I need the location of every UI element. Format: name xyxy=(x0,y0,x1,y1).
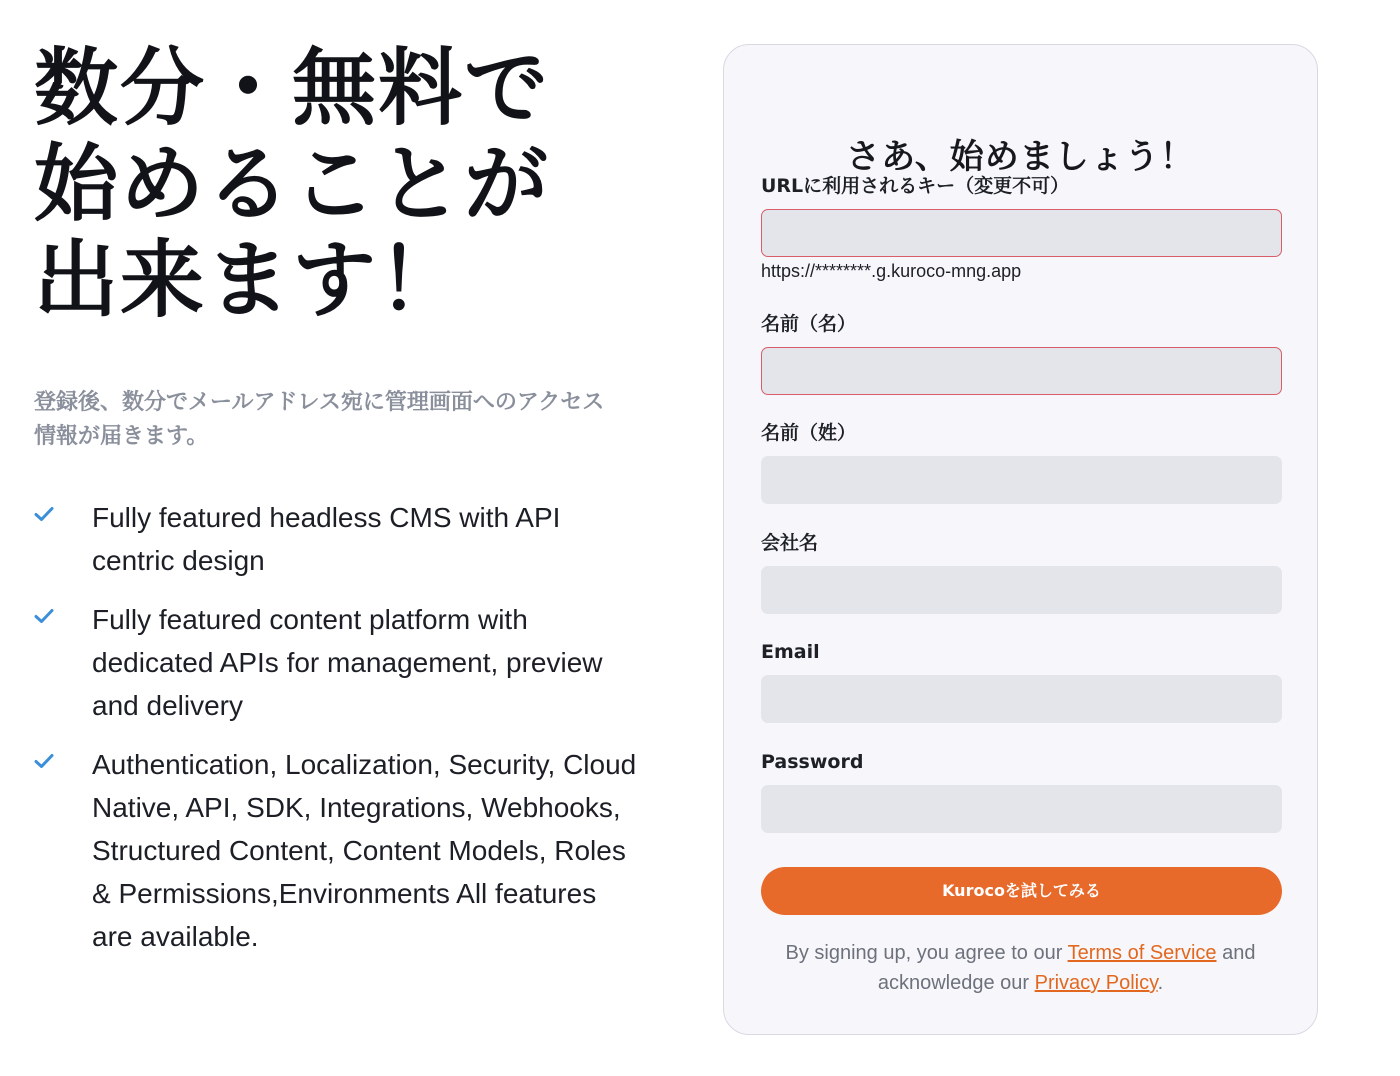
last-name-label: 名前（姓） xyxy=(761,422,857,444)
url-key-field xyxy=(761,173,1282,282)
feature-text: Authentication, Localization, Security, Cloud Native, API, SDK, Integrations, Webhooks, Structured Content, Content Models, Roles & Permissions,Environments All features are available. xyxy=(92,749,637,952)
check-icon xyxy=(34,743,92,769)
terms-suffix: . xyxy=(1157,972,1164,994)
terms-of-service-link[interactable]: Terms of Service xyxy=(1067,942,1217,964)
email-field xyxy=(761,639,1282,723)
signup-card xyxy=(723,44,1318,1035)
email-label: Email xyxy=(761,641,820,663)
company-input[interactable] xyxy=(761,566,1282,614)
password-input[interactable] xyxy=(761,785,1282,833)
company-label: 会社名 xyxy=(761,532,819,554)
first-name-field xyxy=(761,311,1282,395)
hero-subtitle: 登録後、数分でメールアドレス宛に管理画面へのアクセス情報が届きます。 xyxy=(34,390,605,449)
terms-middle: and acknowledge our xyxy=(877,942,1256,994)
first-name-input[interactable] xyxy=(761,347,1282,395)
url-key-label: URLに利用されるキー（変更不可） xyxy=(761,175,1070,197)
try-kuroco-button[interactable]: Kurocoを試してみる xyxy=(761,867,1282,915)
url-key-hint: https://********.g.kuroco-mng.app xyxy=(761,261,1022,281)
terms-prefix: By signing up, you agree to our xyxy=(785,942,1068,964)
hero-title-line: 出来ます！ xyxy=(34,231,465,329)
last-name-field xyxy=(761,420,1282,504)
email-input[interactable] xyxy=(761,675,1282,723)
terms-notice xyxy=(754,938,1287,998)
check-icon xyxy=(34,496,92,522)
privacy-policy-link[interactable]: Privacy Policy xyxy=(1034,972,1158,994)
password-field xyxy=(761,749,1282,833)
last-name-input[interactable] xyxy=(761,456,1282,504)
url-key-input[interactable] xyxy=(761,209,1282,257)
company-field xyxy=(761,530,1282,614)
hero-title-line: 数分・無料で xyxy=(34,39,551,137)
feature-text: Fully featured content platform with dedicated APIs for management, preview and delivery xyxy=(92,604,603,721)
form-title: さあ、始めましょう！ xyxy=(846,137,1195,177)
check-icon xyxy=(34,598,92,624)
hero-section xyxy=(34,40,644,974)
feature-item xyxy=(34,743,644,958)
feature-list xyxy=(34,496,644,958)
hero-title xyxy=(34,40,644,328)
feature-item xyxy=(34,496,644,582)
password-label: Password xyxy=(761,751,864,773)
first-name-label: 名前（名） xyxy=(761,313,857,335)
feature-item xyxy=(34,598,644,727)
feature-text: Fully featured headless CMS with API centric design xyxy=(92,502,561,576)
hero-title-line: 始めることが xyxy=(34,135,551,233)
